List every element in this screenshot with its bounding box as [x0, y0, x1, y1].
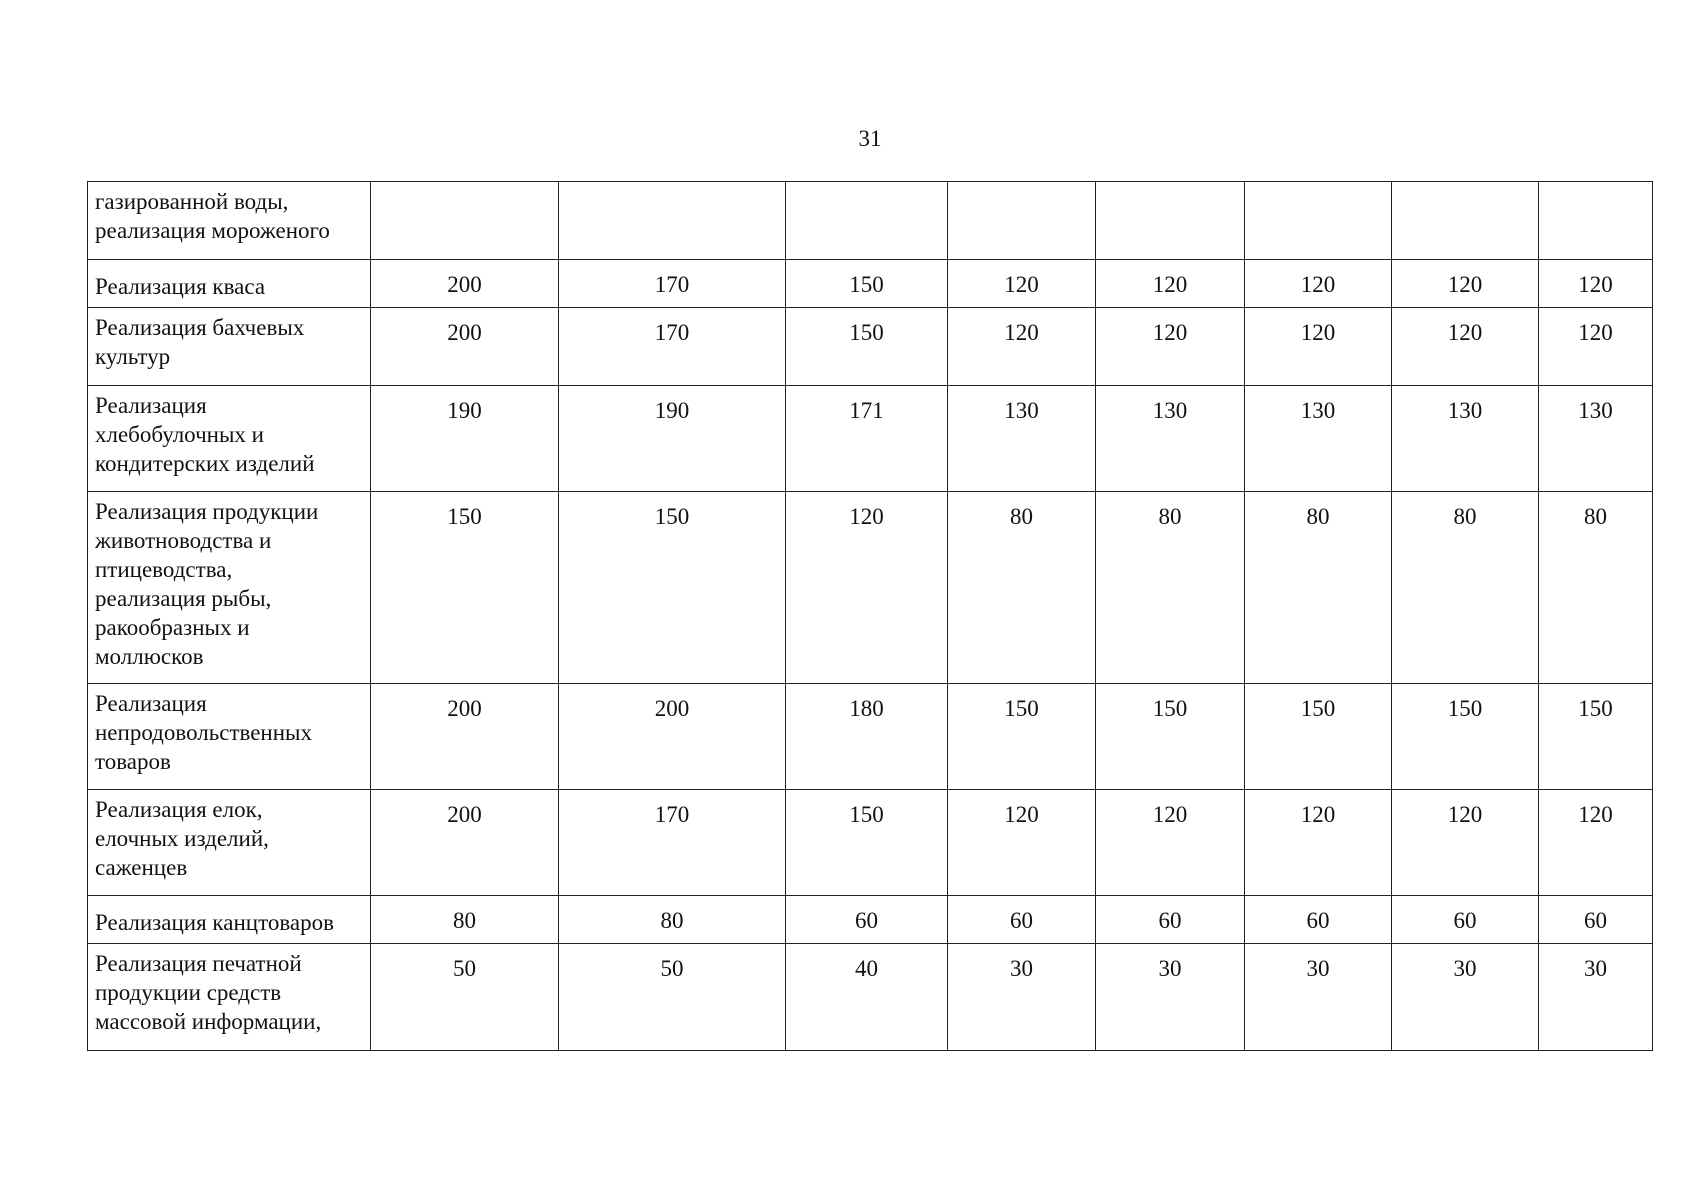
fee-rates-table — [87, 181, 1653, 1051]
rate-value-cell: 130 — [948, 386, 1096, 492]
rate-value-cell: 120 — [1245, 308, 1392, 386]
rate-value-cell: 150 — [786, 790, 948, 896]
rate-value-cell: 60 — [1392, 896, 1539, 944]
table-row — [88, 386, 1653, 492]
rate-value-cell — [371, 182, 559, 260]
rate-value-cell — [786, 182, 948, 260]
activity-name-cell — [88, 386, 371, 492]
table-row — [88, 944, 1653, 1051]
rate-value-cell — [1096, 182, 1245, 260]
rate-value-cell — [559, 182, 786, 260]
rate-value-cell: 120 — [1096, 790, 1245, 896]
activity-name-line: Реализация — [95, 393, 207, 418]
rate-value-cell — [948, 182, 1096, 260]
rate-value-cell: 130 — [1539, 386, 1653, 492]
rate-value-cell: 200 — [559, 684, 786, 790]
rate-value-cell: 80 — [1539, 492, 1653, 684]
rate-value-cell: 130 — [1392, 386, 1539, 492]
rate-value-cell: 170 — [559, 308, 786, 386]
rate-value-cell: 80 — [1096, 492, 1245, 684]
table-row — [88, 684, 1653, 790]
rate-value-cell: 150 — [1539, 684, 1653, 790]
activity-name-line: елочных изделий, — [95, 826, 269, 851]
rate-value-cell: 150 — [1096, 684, 1245, 790]
rate-value-cell — [1539, 182, 1653, 260]
rate-value-cell: 60 — [786, 896, 948, 944]
activity-name-line: Реализация печатной — [95, 951, 302, 976]
rate-value-cell: 200 — [371, 790, 559, 896]
activity-name-line: реализация мороженого — [95, 218, 330, 243]
activity-name-line: газированной воды, — [95, 189, 289, 214]
rate-value-cell: 130 — [1096, 386, 1245, 492]
activity-name-line: культур — [95, 344, 171, 369]
activity-name-cell — [88, 790, 371, 896]
activity-name-cell — [88, 182, 371, 260]
rate-value-cell: 150 — [948, 684, 1096, 790]
rate-value-cell: 80 — [371, 896, 559, 944]
rate-value-cell: 170 — [559, 790, 786, 896]
rate-value-cell: 30 — [1539, 944, 1653, 1051]
activity-name-line: животноводства и — [95, 528, 272, 553]
activity-name-cell — [88, 492, 371, 684]
rate-value-cell: 150 — [371, 492, 559, 684]
activity-name-line: Реализация — [95, 691, 207, 716]
rate-value-cell: 120 — [1392, 260, 1539, 308]
table-row — [88, 260, 1653, 308]
activity-name-line: Реализация бахчевых — [95, 315, 305, 340]
activity-name-line: птицеводства, — [95, 557, 233, 582]
activity-name-line: Реализация елок, — [95, 797, 263, 822]
rate-value-cell: 120 — [1392, 308, 1539, 386]
activity-name-line: товаров — [95, 749, 171, 774]
rate-value-cell: 150 — [559, 492, 786, 684]
table-row — [88, 790, 1653, 896]
rate-value-cell: 40 — [786, 944, 948, 1051]
rate-value-cell: 60 — [948, 896, 1096, 944]
activity-name-line: моллюсков — [95, 644, 204, 669]
activity-name-cell — [88, 308, 371, 386]
activity-name-line: саженцев — [95, 855, 188, 880]
rate-value-cell: 30 — [948, 944, 1096, 1051]
activity-name-line: массовой информации, — [95, 1009, 322, 1034]
rate-value-cell — [1245, 182, 1392, 260]
rate-value-cell: 120 — [1096, 308, 1245, 386]
rate-value-cell: 200 — [371, 684, 559, 790]
activity-name-line: кондитерских изделий — [95, 451, 315, 476]
rate-value-cell: 80 — [1392, 492, 1539, 684]
activity-name-cell — [88, 684, 371, 790]
page-number: 31 — [858, 126, 882, 151]
rate-value-cell: 60 — [1539, 896, 1653, 944]
activity-name-cell — [88, 896, 371, 944]
rate-value-cell: 120 — [1539, 308, 1653, 386]
rate-value-cell: 120 — [1539, 260, 1653, 308]
rate-value-cell: 190 — [559, 386, 786, 492]
table-row — [88, 896, 1653, 944]
rate-value-cell: 120 — [1539, 790, 1653, 896]
rate-value-cell: 50 — [559, 944, 786, 1051]
rate-value-cell: 120 — [948, 790, 1096, 896]
rate-value-cell: 60 — [1245, 896, 1392, 944]
rate-value-cell: 50 — [371, 944, 559, 1051]
rate-value-cell: 120 — [1245, 260, 1392, 308]
activity-name-line: реализация рыбы, — [95, 586, 272, 611]
activity-name-line: Реализация продукции — [95, 499, 319, 524]
rate-value-cell: 150 — [786, 260, 948, 308]
rate-value-cell: 200 — [371, 308, 559, 386]
rate-value-cell: 80 — [948, 492, 1096, 684]
activity-name-line: продукции средств — [95, 980, 282, 1005]
table-row — [88, 182, 1653, 260]
rate-value-cell: 171 — [786, 386, 948, 492]
rate-value-cell: 170 — [559, 260, 786, 308]
rate-value-cell: 130 — [1245, 386, 1392, 492]
table-row — [88, 308, 1653, 386]
rate-value-cell: 150 — [786, 308, 948, 386]
rate-value-cell: 190 — [371, 386, 559, 492]
rate-value-cell: 120 — [1245, 790, 1392, 896]
activity-name-line: Реализация канцтоваров — [95, 910, 334, 935]
rate-value-cell: 30 — [1392, 944, 1539, 1051]
rate-value-cell: 150 — [1392, 684, 1539, 790]
rate-value-cell: 120 — [948, 308, 1096, 386]
activity-name-line: ракообразных и — [95, 615, 250, 640]
activity-name-cell — [88, 260, 371, 308]
rate-value-cell: 120 — [1096, 260, 1245, 308]
rate-value-cell: 60 — [1096, 896, 1245, 944]
rate-value-cell: 180 — [786, 684, 948, 790]
rate-value-cell — [1392, 182, 1539, 260]
activity-name-line: Реализация кваса — [95, 274, 266, 299]
rate-value-cell: 150 — [1245, 684, 1392, 790]
table-row — [88, 492, 1653, 684]
rate-value-cell: 80 — [559, 896, 786, 944]
rate-value-cell: 30 — [1096, 944, 1245, 1051]
rate-value-cell: 120 — [786, 492, 948, 684]
activity-name-line: непродовольственных — [95, 720, 312, 745]
rate-value-cell: 200 — [371, 260, 559, 308]
activity-name-line: хлебобулочных и — [95, 422, 264, 447]
rate-value-cell: 30 — [1245, 944, 1392, 1051]
activity-name-cell — [88, 944, 371, 1051]
rate-value-cell: 80 — [1245, 492, 1392, 684]
rate-value-cell: 120 — [948, 260, 1096, 308]
rate-value-cell: 120 — [1392, 790, 1539, 896]
